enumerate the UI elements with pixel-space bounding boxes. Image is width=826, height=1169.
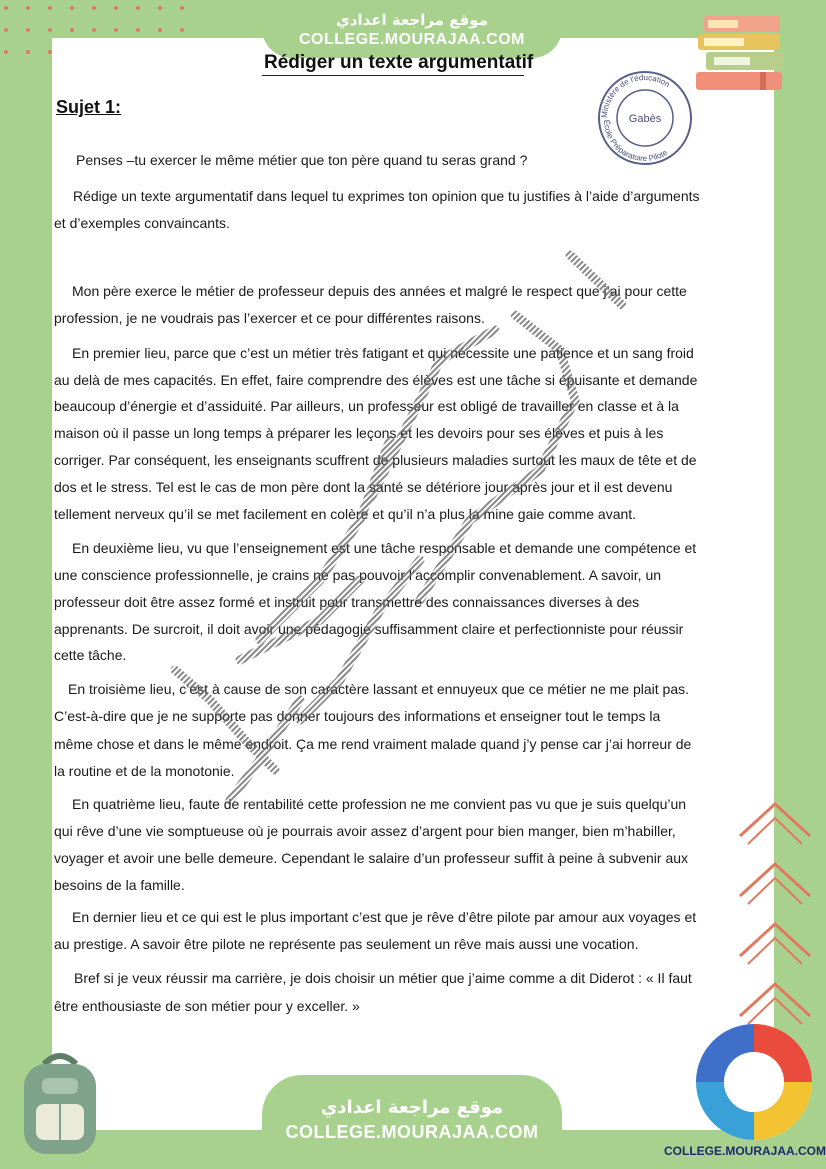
text-line: la routine et de la monotonie. — [54, 763, 235, 779]
prompt-line: Penses –tu exercer le même métier que ton père quand tu seras grand ? — [76, 152, 528, 168]
stamp-ring-top: Ministère de l'éducation — [599, 72, 672, 119]
text-line: au prestige. A savoir être pilote ne représente pas seulement un rêve mais aussi une vocation. — [54, 936, 639, 952]
text-line: au delà de mes capacités. En effet, faire comprendre des élèves est une tâche si épuisante et demande — [54, 372, 698, 388]
text-line: Bref si je veux réussir ma carrière, je dois choisir un métier que j’aime comme a dit Diderot : « Il faut — [74, 970, 692, 986]
school-stamp — [592, 68, 698, 168]
decorative-dot — [70, 28, 74, 32]
decorative-dot — [114, 28, 118, 32]
stamp-center: Gabès — [628, 113, 662, 125]
footer-site-name: موقع مراجعة اعدادي — [320, 1097, 504, 1118]
text-line: tellement nerveux qu’il se met facilement en colère et qu’il n’a plus la mine gaie comme avant. — [54, 506, 637, 522]
decorative-dot — [26, 6, 30, 10]
text-line: Mon père exerce le métier de professeur depuis des années et malgré le respect que j’ai pour cette — [72, 283, 687, 299]
decorative-dot — [48, 28, 52, 32]
text-line: cette tâche. — [54, 647, 127, 663]
document-title: Rédiger un texte argumentatif — [264, 52, 534, 73]
decorative-dot — [4, 50, 8, 54]
decorative-dot — [158, 28, 162, 32]
text-line: besoins de la famille. — [54, 877, 185, 893]
decorative-dot — [136, 28, 140, 32]
decorative-dot — [114, 6, 118, 10]
decorative-dot — [180, 6, 184, 10]
stamp-ring-bottom: École Préparatoire Pilote — [601, 119, 670, 164]
decorative-dot — [4, 28, 8, 32]
subject-label: Sujet 1: — [56, 97, 122, 117]
site-logo-icon — [692, 1020, 816, 1144]
decorative-dot — [92, 6, 96, 10]
text-line: apprenants. De surcroit, il doit avoir une pédagogie suffisamment claire et perfectionniste pour réussir — [54, 621, 684, 637]
decorative-dot — [70, 6, 74, 10]
header-banner — [262, 0, 562, 58]
backpack-icon — [14, 1048, 106, 1158]
text-line: beaucoup d’énergie et d’assiduité. Par ailleurs, un professeur est obligé de travailler en classe et à la — [54, 398, 679, 414]
text-line: être enthousiaste de son métier pour y exceller. » — [54, 998, 360, 1014]
instruction-line: Rédige un texte argumentatif dans lequel tu exprimes ton opinion que tu justifies à l’aide d’arguments — [73, 188, 700, 204]
text-line: En quatrième lieu, faute de rentabilité cette profession ne me convient pas vu que je suis quelqu’un — [72, 796, 687, 812]
text-line: professeur doit être assez formé et instruit pour transmettre des connaissances diverses à des — [54, 594, 640, 610]
text-line: corriger. Par conséquent, les enseignants scuffrent de plusieurs maladies surtout les maux de tête et de — [54, 452, 697, 468]
text-line: une conscience professionnelle, je crains ne pas pouvoir l’accomplir convenablement. A savoir, un — [54, 567, 662, 583]
text-line: En deuxième lieu, vu que l’enseignement est une tâche responsable et demande une compétence et — [72, 540, 697, 556]
logo-site-url[interactable]: COLLEGE.MOURAJAA.COM — [664, 1144, 826, 1158]
header-site-name: موقع مراجعة اعدادي — [336, 11, 488, 29]
decorative-dot — [26, 50, 30, 54]
instruction-line: et d’exemples convaincants. — [54, 215, 230, 231]
text-line: qui rêve d’une vie somptueuse où je pourrais avoir assez d’argent pour bien manger, bien m’habiller, — [54, 823, 676, 839]
chevron-up-icon — [734, 852, 816, 912]
text-line: C’est-à-dire que je ne supporte pas donner toujours des informations et enseigner tout le temps la — [54, 708, 661, 724]
text-line: maison où il passe un long temps à préparer les leçons et les devoirs pour ses élèves et puis à les — [54, 425, 664, 441]
text-line: En premier lieu, parce que c’est un métier très fatigant et qui nécessite une patience et un sang froid — [72, 345, 694, 361]
chevron-up-icon — [734, 792, 816, 852]
decorative-dot — [180, 28, 184, 32]
decorative-dot — [158, 6, 162, 10]
decorative-dot — [48, 6, 52, 10]
books-icon — [694, 12, 794, 94]
footer-site-url[interactable]: COLLEGE.MOURAJAA.COM — [285, 1122, 539, 1142]
text-line: voyager et avoir une belle demeure. Cependant le salaire d’un professeur suffit à peine à subvenir aux — [54, 850, 689, 866]
text-line: profession, je ne voudrais pas l’exercer et ce pour différentes raisons. — [54, 310, 485, 326]
decorative-dot — [92, 28, 96, 32]
text-line: En dernier lieu et ce qui est le plus important c’est que je rêve d’être pilote par amour aux voyages et — [72, 909, 697, 925]
footer-banner — [262, 1075, 562, 1169]
decorative-dot — [136, 6, 140, 10]
title-underline — [262, 75, 524, 76]
text-line: dos et le stress. Tel est le cas de mon père dont la santé se détériore jour après jour et il est devenu — [54, 479, 673, 495]
text-line: En troisième lieu, c’est à cause de son caractère lassant et ennuyeux que ce métier ne me plait pas. — [68, 681, 690, 697]
decorative-dot — [26, 28, 30, 32]
decorative-dot — [4, 6, 8, 10]
header-site-url[interactable]: COLLEGE.MOURAJAA.COM — [299, 31, 525, 48]
text-line: même chose et dans le même endroit. Ça me rend vraiment malade quand j’y pense car j’ai horreur de — [54, 736, 692, 752]
chevron-up-icon — [734, 912, 816, 972]
